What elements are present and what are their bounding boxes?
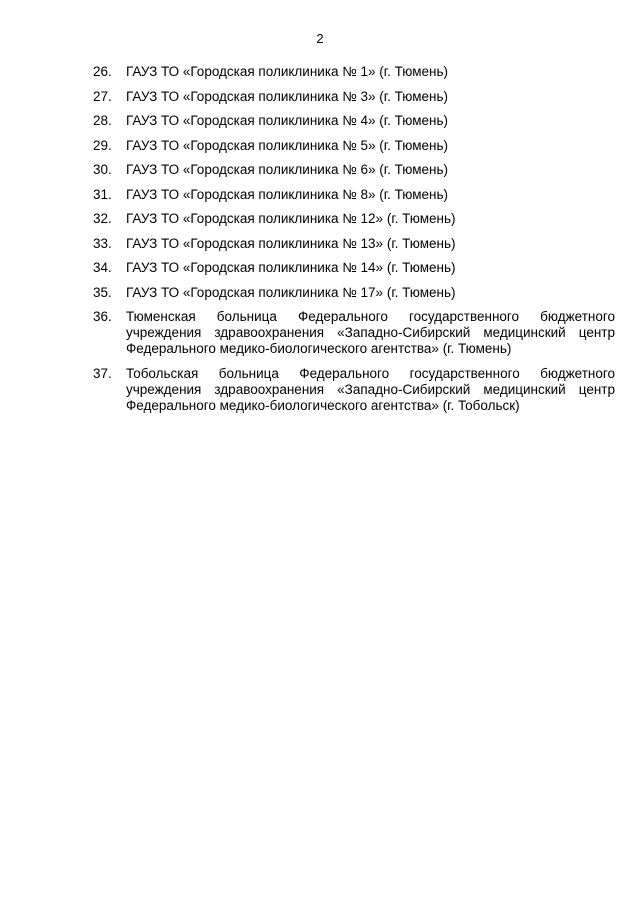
list-item (93, 187, 615, 203)
item-number: 32. (93, 211, 112, 226)
list-item (93, 211, 615, 227)
list-item (93, 260, 615, 276)
item-number: 30. (93, 162, 112, 177)
item-text: ГАУЗ ТО «Городская поликлиника № 12» (г. Тюмень) (126, 211, 456, 226)
item-text: ГАУЗ ТО «Городская поликлиника № 5» (г. Тюмень) (126, 137, 448, 153)
item-text: Тобольская больница Федерального государственного бюджетного учреждения здравоохранения «Западно-Сибирский медицинский центр Федерального медико-биологического агентства» (г. Тобольск) (126, 365, 615, 413)
item-number: 33. (93, 235, 112, 251)
item-number: 36. (93, 309, 112, 324)
organization-list (93, 64, 615, 422)
item-text: ГАУЗ ТО «Городская поликлиника № 14» (г. Тюмень) (126, 260, 456, 275)
item-text: ГАУЗ ТО «Городская поликлиника № 17» (г. Тюмень) (126, 284, 456, 300)
list-item (93, 64, 615, 80)
item-text: ГАУЗ ТО «Городская поликлиника № 1» (г. Тюмень) (126, 64, 448, 79)
item-number: 35. (93, 284, 112, 300)
item-number: 31. (93, 186, 112, 202)
list-item (93, 162, 615, 178)
item-number: 34. (93, 260, 112, 275)
list-item (93, 138, 615, 154)
list-item (93, 366, 615, 414)
item-number: 37. (93, 365, 112, 381)
item-number: 28. (93, 113, 112, 128)
item-text: Тюменская больница Федерального государственного бюджетного учреждения здравоохранения «Западно-Сибирский медицинский центр Федерального медико-биологического агентства» (г. Тюмень) (126, 309, 615, 356)
list-item (93, 309, 615, 357)
list-item (93, 285, 615, 301)
item-text: ГАУЗ ТО «Городская поликлиника № 4» (г. Тюмень) (126, 113, 448, 128)
item-text: ГАУЗ ТО «Городская поликлиника № 3» (г. Тюмень) (126, 88, 448, 104)
item-number: 26. (93, 64, 112, 79)
page-number: 2 (316, 31, 324, 46)
item-number: 27. (93, 88, 112, 104)
list-item (93, 113, 615, 129)
item-text: ГАУЗ ТО «Городская поликлиника № 13» (г. Тюмень) (126, 235, 456, 251)
item-text: ГАУЗ ТО «Городская поликлиника № 6» (г. Тюмень) (126, 162, 448, 177)
list-item (93, 89, 615, 105)
item-text: ГАУЗ ТО «Городская поликлиника № 8» (г. Тюмень) (126, 186, 448, 202)
list-item (93, 236, 615, 252)
item-number: 29. (93, 137, 112, 153)
